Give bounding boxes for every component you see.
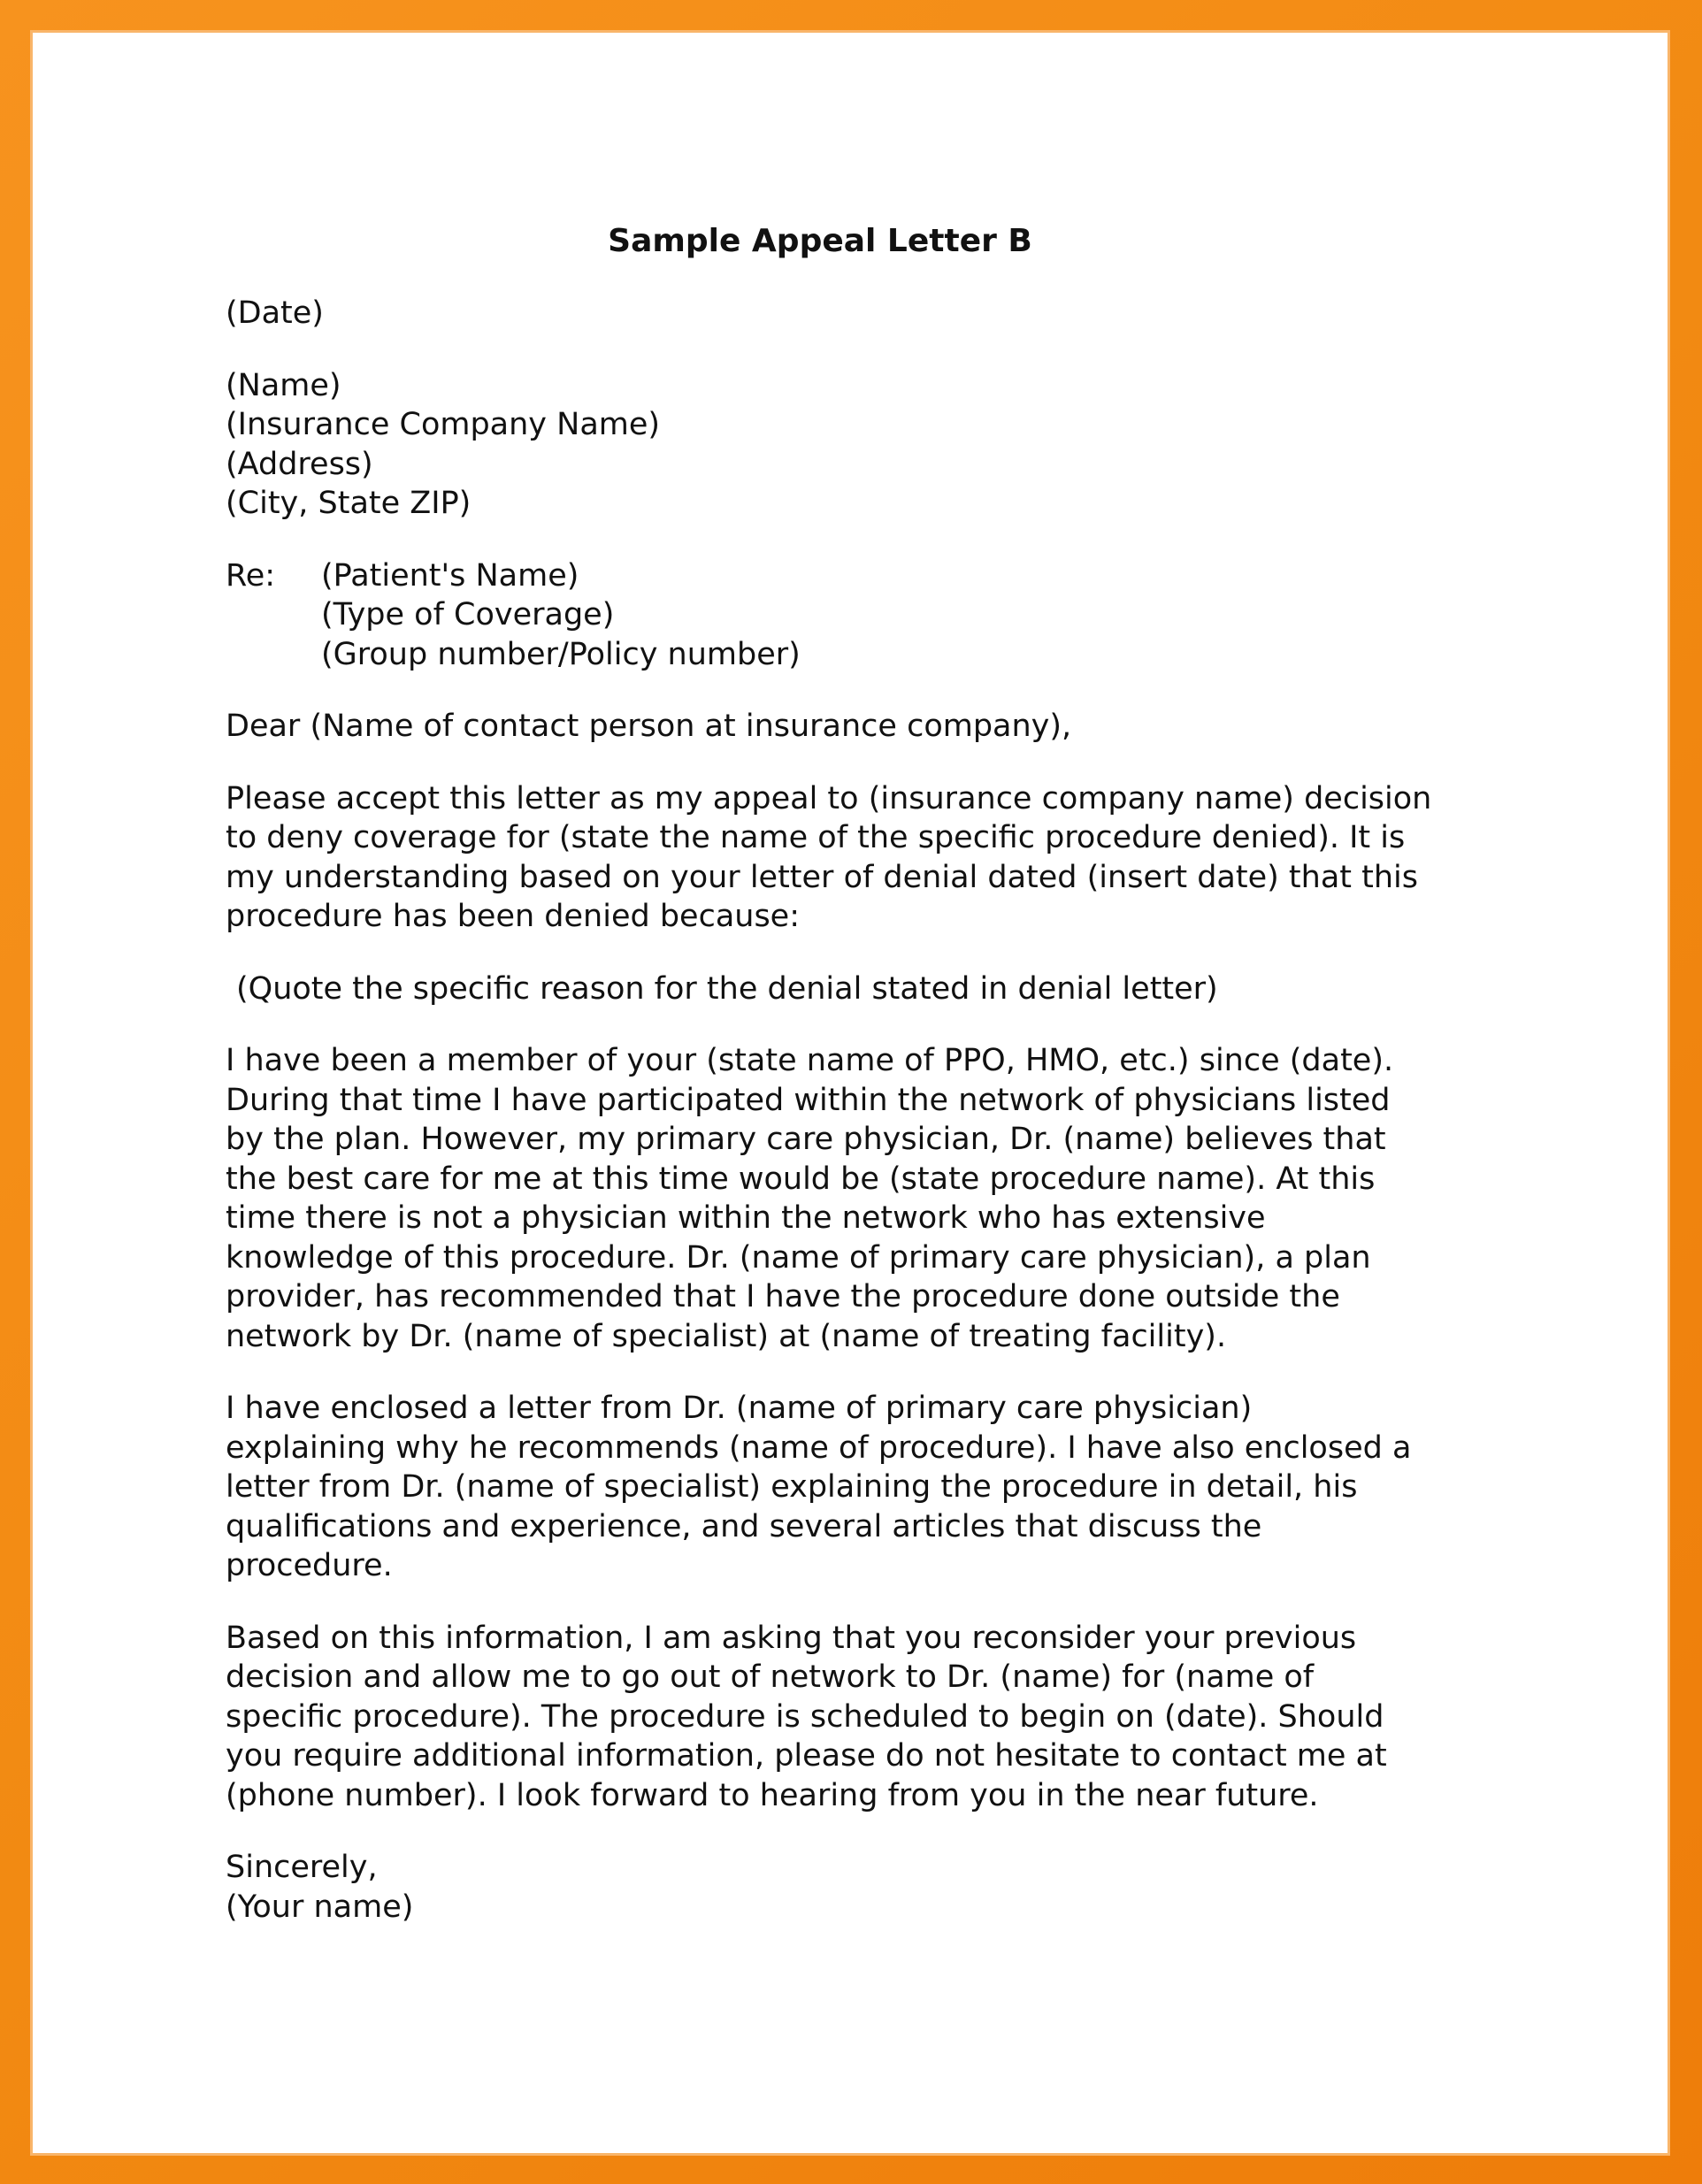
paragraph-line: network by Dr. (name of specialist) at (name of treating facility). [226,1318,1227,1354]
quote-text: (Quote the specific reason for the denial stated in denial letter) [236,970,1218,1007]
recipient-company: (Insurance Company Name) [226,407,661,442]
re-patient: (Patient's Name) [321,557,579,594]
re-coverage: (Type of Coverage) [321,597,615,632]
paragraph-line: During that time I have participated within the network of physicians listed [226,1082,1391,1118]
paragraph-2 [226,1041,1535,1356]
re-items [321,556,1535,675]
paragraph-line: specific procedure). The procedure is scheduled to begin on (date). Should [226,1698,1384,1735]
date-line [226,294,1535,333]
paragraph-line: explaining why he recommends (name of procedure). I have also enclosed a [226,1429,1412,1466]
paragraph-3 [226,1389,1535,1586]
letter-title: Sample Appeal Letter B [608,223,1032,259]
paragraph-line: decision and allow me to go out of network to Dr. (name) for (name of [226,1659,1315,1695]
paragraph-line: (phone number). I look forward to hearing from you in the near future. [226,1777,1319,1813]
paragraph-1 [226,779,1535,937]
paragraph-line: I have enclosed a letter from Dr. (name of primary care physician) [226,1391,1253,1426]
letter-body [226,294,1535,1959]
re-block [226,556,1535,675]
paragraph-line: by the plan. However, my primary care physician, Dr. (name) believes that [226,1122,1386,1157]
paragraph-line: time there is not a physician within the network who has extensive [226,1200,1266,1236]
paragraph-line: the best care for me at this time would be (state procedure name). At this [226,1161,1376,1197]
quote-paragraph [226,969,1535,1009]
paragraph-line: Please accept this letter as my appeal to (insurance company name) decision [226,780,1432,816]
salutation-text: Dear (Name of contact person at insurance company), [226,709,1072,744]
re-label: Re: [226,557,276,594]
signature-name: (Your name) [226,1889,414,1925]
paragraph-line: knowledge of this procedure. Dr. (name of primary care physician), a plan [226,1239,1371,1276]
salutation [226,707,1535,747]
re-policy: (Group number/Policy number) [321,636,801,672]
recipient-address: (Address) [226,446,373,482]
paragraph-line: you require additional information, please do not hesitate to contact me at [226,1738,1387,1774]
paragraph-line: I have been a member of your (state name of PPO, HMO, etc.) since (date). [226,1043,1394,1078]
date-text: (Date) [226,295,324,331]
recipient-name: (Name) [226,367,341,403]
paragraph-line: Based on this information, I am asking that you reconsider your previous [226,1620,1357,1656]
valediction: Sincerely, [226,1850,378,1885]
paragraph-line: procedure. [226,1548,393,1583]
paragraph-line: my understanding based on your letter of denial dated (insert date) that this [226,859,1418,895]
paragraph-line: provider, has recommended that I have the procedure done outside the [226,1279,1340,1314]
paragraph-line: procedure has been denied because: [226,899,801,934]
paragraph-line: qualifications and experience, and several articles that discuss the [226,1508,1262,1544]
paragraph-4 [226,1619,1535,1816]
recipient-address-block [226,366,1535,524]
recipient-city-state-zip: (City, State ZIP) [226,486,472,521]
letter-page [30,30,1670,2156]
paragraph-line: letter from Dr. (name of specialist) explaining the procedure in detail, his [226,1469,1358,1505]
closing-block [226,1848,1535,1927]
paragraph-line: to deny coverage for (state the name of the specific procedure denied). It is [226,820,1406,855]
